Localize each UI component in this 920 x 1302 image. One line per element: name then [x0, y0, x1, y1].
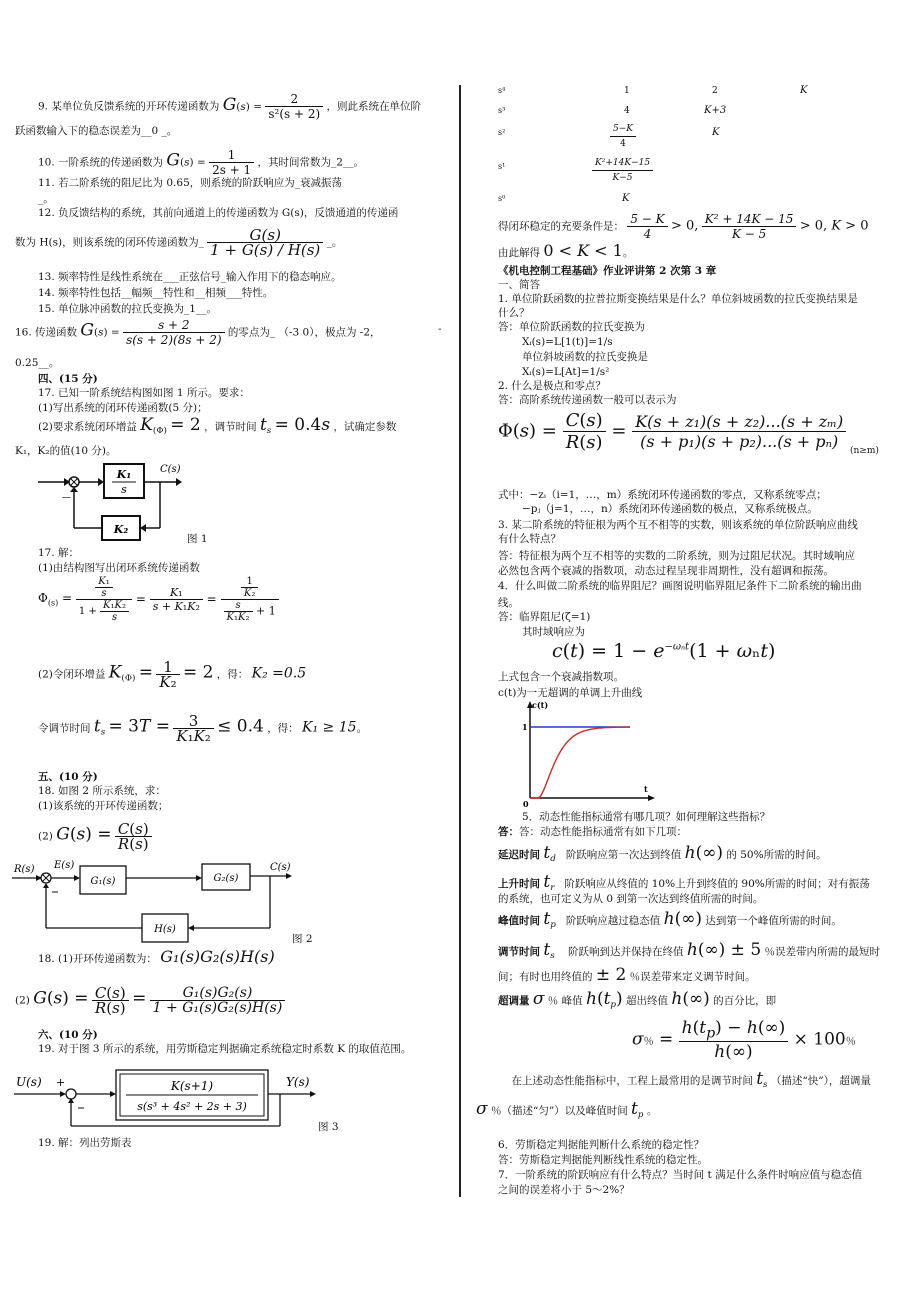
metric-peak-time: 峰值时间 $t_p$ 阶跃响应越过稳态值 h(∞) 达到第一个峰值所需的时间。	[498, 909, 842, 931]
fig1-k1: K₁	[116, 468, 132, 481]
routh-row-label: s⁴	[498, 86, 506, 95]
q11-cont: _。	[38, 193, 54, 205]
r6-answer: 答：劳斯稳定判据能判断线性系统的稳定性。	[498, 1154, 708, 1166]
q13-text: 13. 频率特性是线性系统在___正弦信号_输入作用下的稳态响应。	[38, 271, 342, 283]
routh-cell-fraction: $\frac{\text{K²+14K−15}}{K-5}$	[592, 156, 653, 185]
r4-response-eq: $c(t) = 1 - e^{-\omega_nt}(1 + \omega_nt)$	[552, 640, 776, 662]
q10-fraction: $\frac{1}{2s + 1}$	[209, 148, 254, 177]
r2-text: 2. 什么是极点和零点？	[498, 380, 606, 392]
figure-2-block-diagram	[12, 858, 302, 944]
a18-part1: 18. (1)开环传递函数为： G₁(s)G₂(s)H(s)	[38, 947, 275, 966]
r1-answer-eq1: Xᵢ(s)=L[1(t)]=1/s	[522, 336, 613, 348]
a17-part1: (1)由结构图写出闭环系统传递函数	[38, 562, 200, 574]
routh-cell: K	[622, 193, 630, 204]
r1-cont: 什么？	[498, 307, 530, 319]
fig3-ys: Y(s)	[286, 1075, 310, 1089]
q14-text: 14. 频率特性包括__幅频__特性和__相频___特性。	[38, 287, 274, 299]
q18-part1: (1)该系统的开环传递函数；	[38, 800, 169, 812]
fig2-g1: G₁(s)	[90, 876, 116, 887]
routh-row-label: s¹	[498, 162, 506, 171]
q12-fraction: $\frac{G(s)}{1 + G(s) / H(s)}$	[207, 228, 323, 257]
r5-answer: 答：答：动态性能指标通常有如下几项：	[498, 826, 687, 838]
column-divider	[459, 85, 461, 1197]
figure-3-caption: 图 3	[318, 1121, 339, 1133]
q16-fraction: $\frac{s + 2}{s(s + 2)(8s + 2)}$	[123, 318, 224, 347]
r4-answer-3: 上式包含一个衰减指数项。	[498, 671, 624, 683]
r6-text: 6．劳斯稳定判据能判断什么系统的稳定性？	[498, 1139, 705, 1151]
homework-title: 《机电控制工程基础》作业评讲第 2 次第 3 章	[498, 265, 717, 277]
section-1-heading: 一、简答	[498, 279, 540, 291]
figure-1-caption: 图 1	[187, 533, 208, 545]
a18-part2: (2) G(s) = $\frac{C(s)}{R(s)}$ = $\frac{\text{G₁(s)G₂(s)}}{\text{1 + G₁(s)G₂(s)H(s)}}$	[15, 986, 285, 1015]
r4-answer-4: c(t)为一无超调的单调上升曲线	[498, 687, 643, 699]
r1-answer-2: 单位斜坡函数的拉氏变换是	[522, 351, 648, 363]
q18-text: 18. 如图 2 所示系统，求：	[38, 785, 166, 797]
plot-xlabel: t	[644, 784, 648, 794]
fig2-es: E(s)	[54, 860, 75, 871]
fig1-s: s	[121, 483, 127, 496]
r2-transfer-function: Φ(s) = $\frac{C(s)}{R(s)}$ = $\frac{\text{K(s + z₁)(s + z₂)...(s + zₘ)}}{\text{(s + p₁)(s + p₂)...(s + pₙ)}}$	[498, 410, 846, 453]
plot-response-curve	[530, 727, 630, 798]
r7-cont: 之间的误差将小于 5～2%？	[498, 1184, 630, 1196]
r4-text: 4．什么叫做二阶系统的临界阻尼？画图说明临界阻尼条件下二阶系统的输出曲	[498, 580, 862, 592]
q12-cont: 数为 H(s)，则该系统的闭环传递函数为_ $\frac{G(s)}{1 + G(s) / H(s)}$ _。	[15, 226, 343, 259]
routh-cell: K	[712, 127, 720, 138]
q9-cont: 跃函数输入下的稳态误差为__0 _。	[15, 125, 178, 137]
fig2-hs: H(s)	[154, 924, 176, 935]
svg-text:+: +	[56, 1076, 66, 1089]
routh-cell: 4	[624, 106, 630, 116]
r7-text: 7．一阶系统的阶跃响应有什么特点？当时间 t 满足什么条件时响应值与稳态值	[498, 1169, 863, 1181]
r1-answer-eq2: Xᵢ(s)=L[At]=1/s²	[522, 366, 610, 378]
routh-cell: 1	[624, 86, 630, 96]
routh-cell: K	[800, 85, 808, 96]
r3-cont: 有什么特点？	[498, 533, 561, 545]
right-column	[462, 0, 920, 1302]
fig1-cs: C(s)	[160, 464, 181, 475]
routh-cell: K+3	[704, 105, 727, 116]
plot-ylabel: c(t)	[532, 700, 549, 710]
r3-answer: 答：特征根为两个互不相等的实数的二阶系统，则为过阻尼状况。其时域响应	[498, 550, 855, 562]
a17-part2: (2)令闭环增益 $K_{(\Phi)}$ = $\frac{1}{\text{K₂}}$ = 2 ，得： K₂ =0.5	[38, 658, 307, 691]
fig3-den: s(s³ + 4s² + 2s + 3)	[137, 1100, 247, 1113]
q17-part1: (1)写出系统的闭环传递函数(5 分)；	[38, 402, 208, 414]
fig1-k2: K₂	[113, 523, 129, 536]
r5-summary: 在上述动态性能指标中，工程上最常用的是调节时间 $t_s$ （描述“快”），超调量	[511, 1069, 871, 1091]
q9-text: 9. 某单位负反馈系统的开环传递函数为 G(s) = $\frac{2}{\text{s²(s + 2)}}$ ，则此系统在单位阶	[38, 92, 422, 121]
q17-part2: (2)要求系统闭环增益 $K_{(\Phi)} = 2$ ，调节时间 $t_s = 0.4s$ ，试确定参数	[38, 415, 397, 437]
q15-text: 15. 单位脉冲函数的拉氏变换为_1__。	[38, 303, 217, 315]
r4-answer-2: 其时域响应为	[522, 626, 585, 638]
fig3-us: U(s)	[16, 1075, 42, 1089]
left-column	[0, 0, 458, 1302]
critical-damping-plot	[518, 698, 658, 810]
routh-cell: 2	[712, 86, 718, 96]
fig1-minus: —	[62, 493, 71, 503]
metric-overshoot: 超调量 σ ％ 峰值 $h(t_p)$ 超出终值 h(∞) 的百分比，即	[498, 989, 777, 1011]
r2-zeros: 式中：−zᵢ（i=1，…，m）系统闭环传递函数的零点，又称系统零点；	[498, 489, 827, 501]
r3-text: 3. 某二阶系统的特征根为两个互不相等的实数，则该系统的单位阶跃响应曲线	[498, 519, 858, 531]
fig2-rs: R(s)	[14, 864, 35, 875]
q12-text: 12. 负反馈结构的系统，其前向通道上的传递函数为 G(s)，反馈通道的传递函	[38, 207, 399, 219]
section-5-heading: 五、(10 分)	[38, 771, 98, 783]
r1-answer: 答：单位阶跃函数的拉氏变换为	[498, 321, 645, 333]
q17-part2-cont: K₁，K₂的值(10 分)。	[15, 445, 117, 457]
fig2-cs: C(s)	[270, 862, 291, 873]
a19-heading: 19. 解：列出劳斯表	[38, 1137, 132, 1149]
routh-cell-fraction: $\frac{5-K}{4}$	[610, 122, 636, 151]
figure-1-block-diagram	[38, 458, 188, 546]
q9-fraction: $\frac{2}{\text{s²(s + 2)}}$	[265, 92, 323, 121]
metric-rise-time-cont: 的系统，也可定义为从 0 到第一次达到终值所需的时间。	[498, 893, 764, 905]
r3-answer-cont: 必然包含两个衰减的指数项，动态过程呈现非周期性，没有超调和振荡。	[498, 565, 834, 577]
r4-answer: 答：临界阻尼(ζ=1)	[498, 611, 591, 623]
metric-rise-time: 上升时间 $t_r$ 阶跃响应从终值的 10%上升到终值的 90%所需的时间；对有振荡	[498, 872, 870, 894]
metric-delay-time: 延迟时间 $t_d$ 阶跃响应第一次达到终值 h(∞) 的 50%所需的时间。	[498, 843, 827, 865]
routh-row-label: s⁰	[498, 194, 506, 203]
metric-settling-time-cont: 间；有时也用终值的 ± 2 ％误差带来定义调节时间。	[498, 965, 756, 985]
stability-result: 由此解得 0 < K < 1。	[498, 241, 634, 260]
section-4-heading: 四、(15 分)	[38, 373, 98, 385]
r2-poles: −pⱼ（j=1，…，n）系统闭环传递函数的极点，又称系统极点。	[522, 503, 818, 515]
figure-2-caption: 图 2	[292, 933, 313, 945]
plot-origin: 0	[523, 799, 529, 809]
section-6-heading: 六、(10 分)	[38, 1029, 98, 1041]
fig2-g2: G₂(s)	[213, 873, 239, 884]
q16-text: 16. 传递函数 G(s) = $\frac{s + 2}{s(s + 2)(8s + 2)}$ 的零点为_ （-3 0），极点为 -2，	[15, 318, 381, 347]
a17-heading: 17. 解：	[38, 547, 80, 559]
q18-part2: (2) G(s) = $\frac{C(s)}{R(s)}$	[38, 822, 152, 851]
overshoot-formula: σ％ = $\frac{h(t_p) - h(\infty)}{h(\infty)}$ × 100％	[632, 1018, 856, 1063]
figure-3-block-diagram	[12, 1064, 322, 1130]
q16-cont: 0.25__。	[15, 357, 60, 369]
q16-dash: -	[438, 323, 442, 335]
plot-one: 1	[522, 722, 528, 732]
routh-row-label: s³	[498, 106, 506, 115]
metric-settling-time: 调节时间 $t_s$ 阶跃响到达并保持在终值 h(∞) ± 5 ％误差带内所需的最短时	[498, 940, 880, 962]
q19-text: 19. 对于图 3 所示的系统，用劳斯稳定判据确定系统稳定时系数 K 的取值范围。	[38, 1043, 412, 1055]
r5-summary-cont: σ ％（描述“匀”）以及峰值时间 $t_p$ 。	[476, 1099, 658, 1121]
q10-text: 10. 一阶系统的传递函数为 G(s) = $\frac{1}{2s + 1}$ ，其时间常数为_2__。	[38, 148, 364, 177]
r5-text: 5．动态性能指标通常有哪几项？如何理解这些指标？	[522, 811, 771, 823]
q17-text: 17. 已知一阶系统结构图如图 1 所示。要求：	[38, 387, 250, 399]
stability-condition: 得闭环稳定的充要条件是： $\frac{5 - K}{4}$ > 0, $\frac{\text{K² + 14K − 15}}{K - 5}$ > 0, K > 0	[498, 212, 869, 241]
r4-cont: 线。	[498, 597, 519, 609]
fig3-num: K(s+1)	[170, 1079, 214, 1093]
r2-nm-condition: (n≥m)	[850, 446, 879, 456]
a17-part3: 令调节时间 $t_s = 3T$ = $\frac{3}{\text{K₁K₂}}$ ≤ 0.4 ，得： K₁ ≥ 15。	[38, 712, 368, 745]
q11-text: 11. 若二阶系统的阻尼比为 0.65，则系统的阶跃响应为_衰减振荡	[38, 177, 343, 189]
r1-text: 1. 单位阶跃函数的拉普拉斯变换结果是什么？单位斜坡函数的拉氏变换结果是	[498, 293, 858, 305]
routh-row-label: s²	[498, 128, 506, 137]
a17-closed-loop-eq: $\Phi_{(s)}$ = $\frac{\text{K₁}}{s}$ 1 + $\frac{\text{K₁K₂}}{s}$ = $\frac{\text{K₁}}{\text{s + K₁K₂}}$ = $\frac{1}{\text{K₂}}$ $\frac{s}{\text{K₁K₂}}$ + 1	[38, 576, 279, 623]
r2-answer: 答：高阶系统传递函数一般可以表示为	[498, 394, 677, 406]
